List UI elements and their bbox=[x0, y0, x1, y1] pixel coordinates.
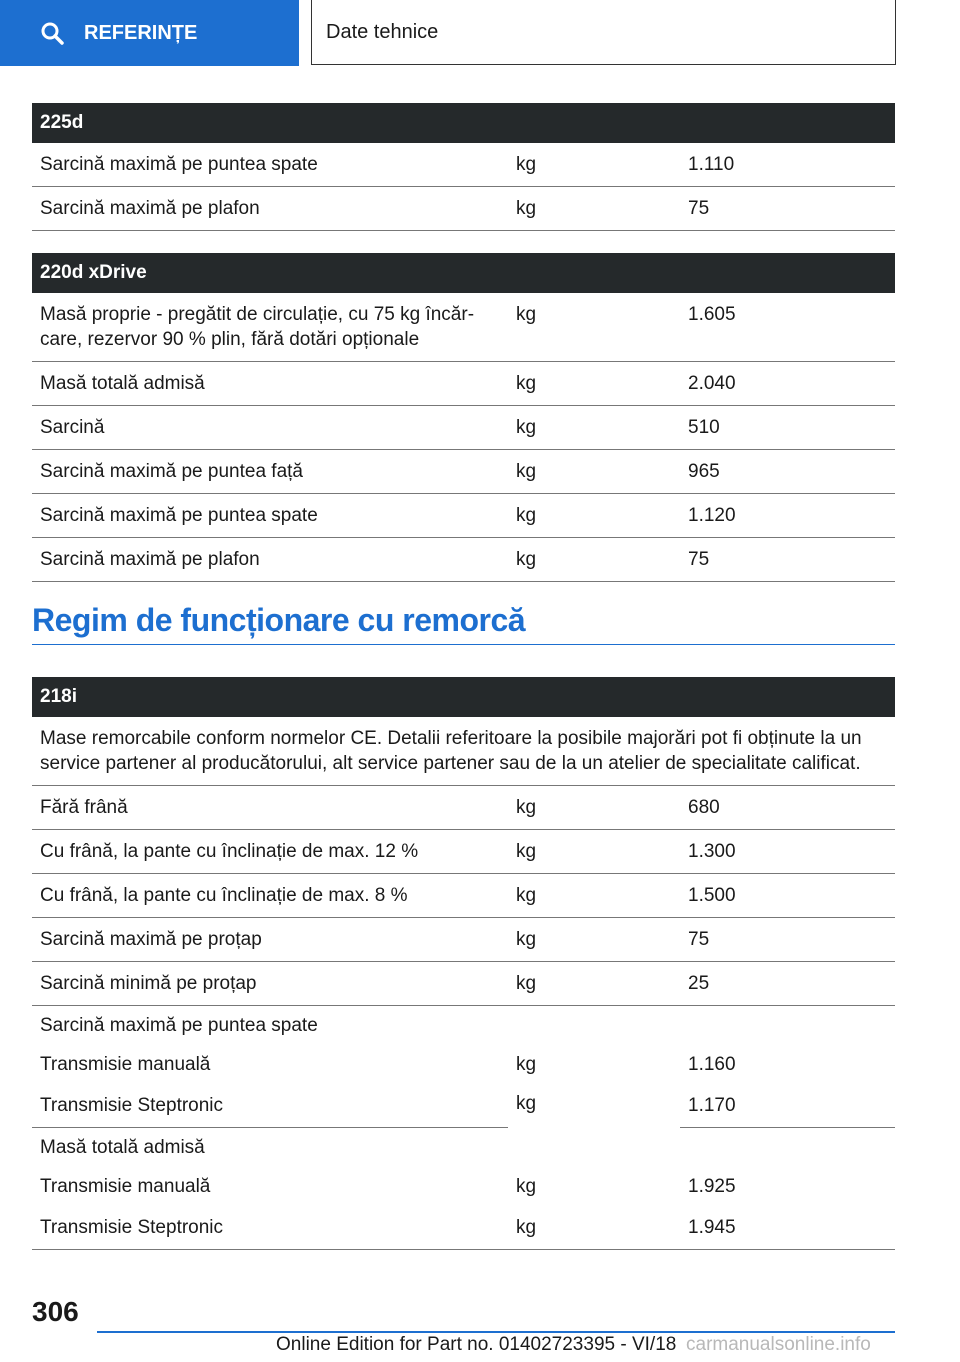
row-label: Masă totală admisă bbox=[32, 362, 508, 406]
row-label: Cu frână, la pante cu înclinație de max. 8 % bbox=[32, 874, 508, 918]
watermark: carmanualsonline.info bbox=[686, 1334, 871, 1355]
row-value: 1.120 bbox=[680, 494, 895, 538]
table-225d-title: 225d bbox=[32, 103, 895, 143]
row-value: 680 bbox=[680, 786, 895, 830]
group-header-row bbox=[32, 1128, 895, 1168]
referinte-tab-label: REFERINȚE bbox=[84, 21, 198, 44]
table-row bbox=[32, 1084, 895, 1128]
row-unit: kg bbox=[516, 1054, 537, 1075]
table-row bbox=[32, 830, 895, 874]
row-label: Cu frână, la pante cu înclinație de max. 12 % bbox=[32, 830, 508, 874]
row-value: 1.300 bbox=[680, 830, 895, 874]
edition-text: Online Edition for Part no. 01402723395 - VI/18 bbox=[276, 1334, 677, 1355]
row-value: 1.170 bbox=[680, 1084, 895, 1128]
table-row bbox=[32, 406, 895, 450]
top-bar bbox=[0, 0, 960, 66]
row-label: Transmisie Steptronic bbox=[32, 1084, 508, 1128]
row-value: 1.110 bbox=[680, 143, 895, 187]
table-220d-title: 220d xDrive bbox=[32, 253, 895, 293]
group-label: Masă totală admisă bbox=[40, 1137, 205, 1158]
row-value: 1.160 bbox=[688, 1054, 736, 1075]
row-label: Transmisie manuală bbox=[40, 1176, 211, 1197]
row-value: 75 bbox=[680, 187, 895, 231]
row-unit: kg bbox=[508, 538, 680, 582]
table-row bbox=[32, 1206, 895, 1250]
row-value: 1.500 bbox=[680, 874, 895, 918]
row-label: Sarcină maximă pe plafon bbox=[32, 187, 508, 231]
table-note-row bbox=[32, 717, 895, 786]
row-value: 1.925 bbox=[688, 1176, 736, 1197]
row-unit: kg bbox=[508, 450, 680, 494]
table-row bbox=[32, 450, 895, 494]
group-label: Sarcină maximă pe puntea spate bbox=[40, 1015, 318, 1036]
row-value: 1.605 bbox=[680, 293, 895, 362]
row-unit: kg bbox=[508, 1206, 680, 1250]
row-unit: kg bbox=[508, 362, 680, 406]
row-value: 510 bbox=[680, 406, 895, 450]
page-number: 306 bbox=[32, 1296, 79, 1327]
row-value: 965 bbox=[680, 450, 895, 494]
row-unit: kg bbox=[508, 406, 680, 450]
row-label: Transmisie Steptronic bbox=[32, 1206, 508, 1250]
table-218i bbox=[32, 677, 895, 1250]
row-unit: kg bbox=[508, 293, 680, 362]
row-label: Sarcină minimă pe proțap bbox=[32, 962, 508, 1006]
table-row bbox=[32, 786, 895, 830]
table-row bbox=[32, 362, 895, 406]
row-unit: kg bbox=[516, 1093, 537, 1114]
table-220d-xdrive bbox=[32, 253, 895, 582]
row-label: Transmisie manuală bbox=[40, 1054, 211, 1075]
row-label: Sarcină maximă pe puntea spate bbox=[32, 494, 508, 538]
row-unit: kg bbox=[508, 918, 680, 962]
row-value: 1.945 bbox=[680, 1206, 895, 1250]
search-icon bbox=[40, 21, 64, 45]
table-row bbox=[32, 1045, 895, 1084]
row-unit: kg bbox=[508, 874, 680, 918]
table-row bbox=[32, 143, 895, 187]
row-label: Sarcină maximă pe puntea spate bbox=[32, 143, 508, 187]
table-row bbox=[32, 187, 895, 231]
referinte-tab[interactable] bbox=[0, 0, 299, 66]
table-row bbox=[32, 962, 895, 1006]
row-unit: kg bbox=[516, 1176, 537, 1197]
chapter-tab-label: Date tehnice bbox=[326, 20, 439, 43]
row-value: 25 bbox=[680, 962, 895, 1006]
row-value: 75 bbox=[680, 918, 895, 962]
row-label: Fără frână bbox=[32, 786, 508, 830]
row-label: Sarcină maximă pe proțap bbox=[32, 918, 508, 962]
group-header-row bbox=[32, 1006, 895, 1046]
table-row bbox=[32, 1167, 895, 1206]
row-label: Sarcină maximă pe puntea față bbox=[32, 450, 508, 494]
row-unit: kg bbox=[508, 786, 680, 830]
footer-divider bbox=[97, 1331, 895, 1333]
table-row bbox=[32, 918, 895, 962]
table-row bbox=[32, 874, 895, 918]
row-unit: kg bbox=[508, 494, 680, 538]
row-value: 2.040 bbox=[680, 362, 895, 406]
section-title: Regim de funcționare cu remorcă bbox=[32, 596, 895, 645]
table-note: Mase remorcabile conform normelor CE. Detalii referitoare la posibile majorări pot fi obținute la un service partener al producătorului, alt service partener sau de la un atelier de specialitate calificat. bbox=[32, 717, 895, 786]
row-label: Sarcină maximă pe plafon bbox=[32, 538, 508, 582]
row-unit: kg bbox=[508, 830, 680, 874]
row-value: 75 bbox=[680, 538, 895, 582]
table-225d bbox=[32, 103, 895, 231]
row-unit: kg bbox=[508, 187, 680, 231]
table-row bbox=[32, 494, 895, 538]
table-218i-title: 218i bbox=[32, 677, 895, 717]
row-unit: kg bbox=[508, 962, 680, 1006]
chapter-tab[interactable] bbox=[311, 0, 896, 65]
row-unit: kg bbox=[508, 143, 680, 187]
table-row bbox=[32, 293, 895, 362]
table-row bbox=[32, 538, 895, 582]
row-label: Masă proprie - pregătit de circulație, cu 75 kg încăr- care, rezervor 90 % plin, fără dotări opționale bbox=[32, 293, 508, 362]
row-label: Sarcină bbox=[32, 406, 508, 450]
